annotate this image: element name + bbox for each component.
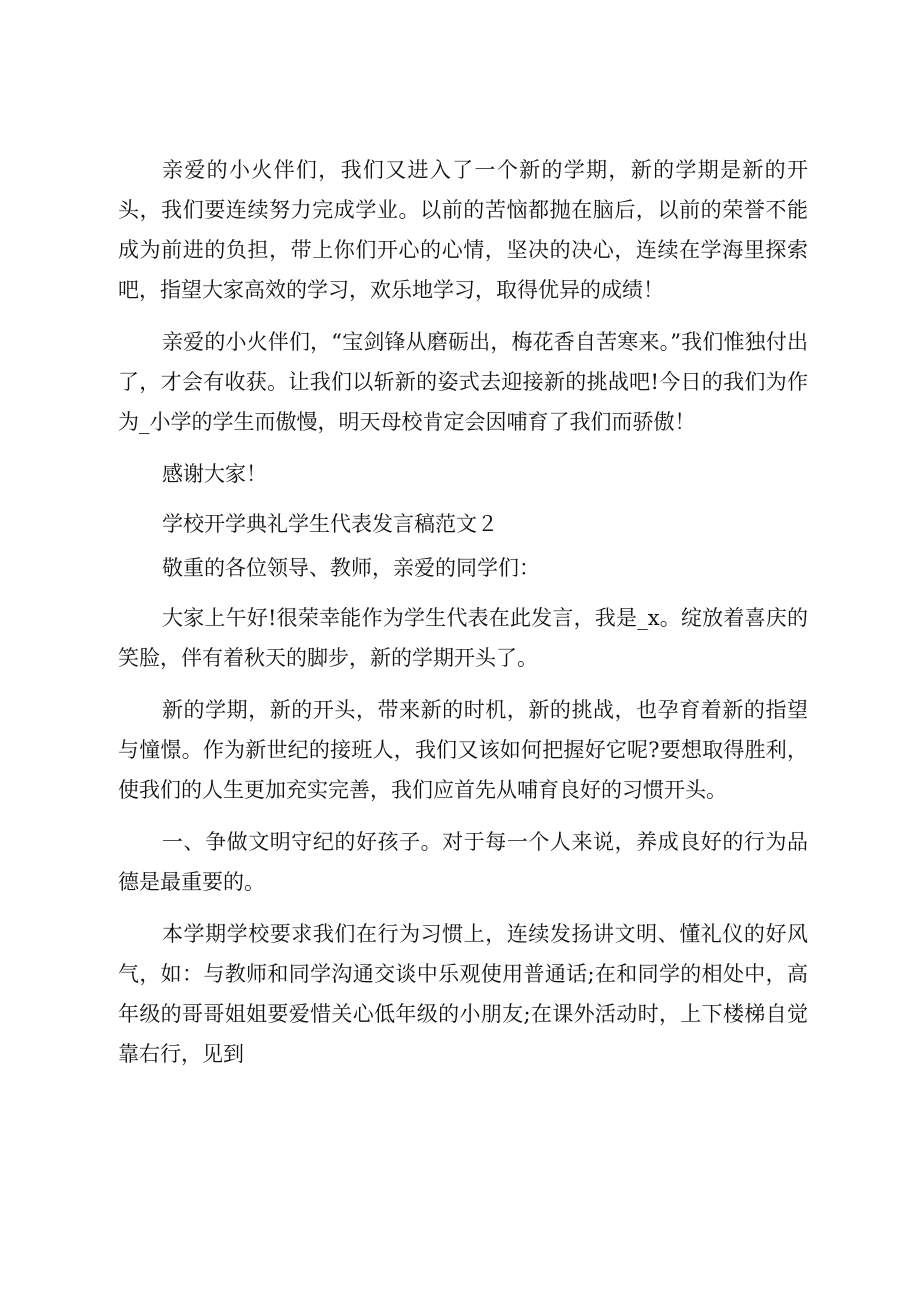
paragraph-behavior-requirements: 本学期学校要求我们在行为习惯上，连续发扬讲文明、懂礼仪的好风气，如：与教师和同学沟通交谈中乐观使用普通话;在和同学的相处中，高年级的哥哥姐姐要爱惜关心低年级的小朋友;在课外活动时，上下楼梯自觉靠右行，见到 bbox=[118, 922, 808, 1066]
paragraph-thanks: 感谢大家！ bbox=[162, 462, 267, 486]
paragraph-opening-encouragement: 亲爱的小火伴们，我们又进入了一个新的学期，新的学期是新的开头，我们要连续努力完成学业。以前的苦恼都抛在脑后，以前的荣誉不能成为前进的负担，带上你们开心的心情，坚决的决心，连续在学海里探索吧，指望大家高效的学习，欢乐地学习，取得优异的成绩！ bbox=[118, 158, 808, 302]
section-title: 学校开学典礼学生代表发言稿范文２ bbox=[162, 512, 498, 536]
paragraph-point-one: 一、争做文明守纪的好孩子。对于每一个人来说，养成良好的行为品德是最重要的。 bbox=[118, 830, 808, 894]
paragraph-salutation: 敬重的各位领导、教师，亲爱的同学们： bbox=[162, 556, 540, 580]
document-body bbox=[118, 150, 808, 1074]
paragraph-greeting: 大家上午好!很荣幸能作为学生代表在此发言，我是_x。绽放着喜庆的笑脸，伴有着秋天的脚步，新的学期开头了。 bbox=[118, 606, 808, 670]
paragraph-new-semester: 新的学期，新的开头，带来新的时机，新的挑战，也孕育着新的指望与憧憬。作为新世纪的接班人，我们又该如何把握好它呢?要想取得胜利，使我们的人生更加充实完善，我们应首先从哺育良好的习惯开头。 bbox=[118, 698, 808, 802]
paragraph-sword-plum-quote: 亲爱的小火伴们，“宝剑锋从磨砺出，梅花香自苦寒来。”我们惟独付出了，才会有收获。让我们以斩新的姿式去迎接新的挑战吧!今日的我们为作为_小学的学生而傲慢，明天母校肯定会因哺育了我们而骄傲！ bbox=[118, 330, 808, 434]
